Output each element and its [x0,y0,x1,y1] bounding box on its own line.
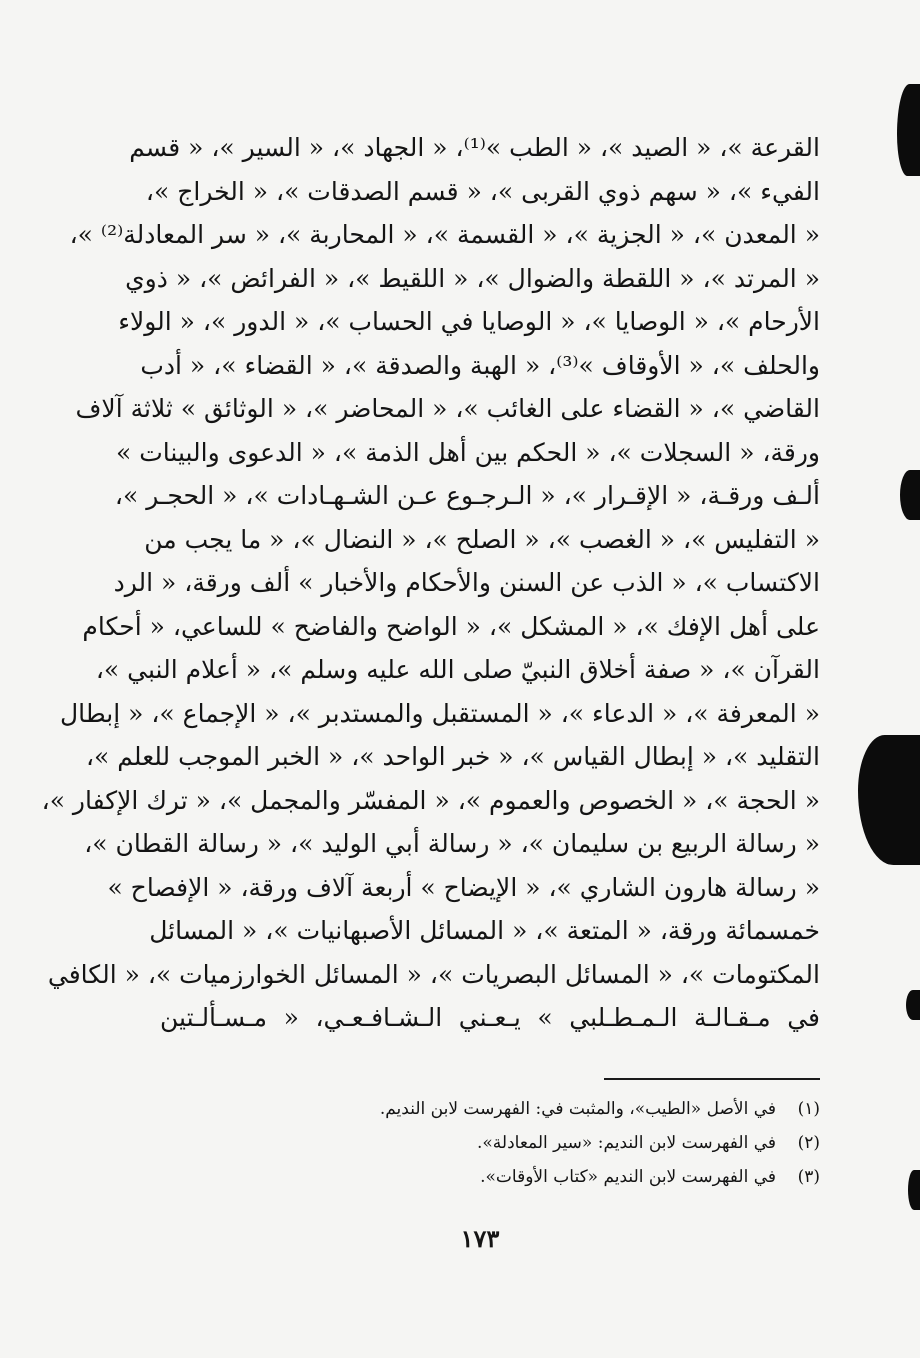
footnote-text: في الفهرست لابن النديم: «سير المعادلة». [476,1133,776,1153]
text-line: القرعة »، « الصيد »، « الطب »⁽¹⁾، « الجهاد »، « السير »، « قسم [129,133,820,162]
text-line: « المرتد »، « اللقطة والضوال »، « اللقيط »، « الفرائض »، « ذوي [125,263,820,293]
text-line: ورقة، « السجلات »، « الحكم بين أهل الذمة »، « الدعوى والبينات » [116,437,820,467]
footnotes [300,1092,820,1194]
footnote-separator [604,1078,820,1080]
text-line: الفيء »، « سهم ذوي القربى »، « قسم الصدقات »، « الخراج »، [145,176,820,206]
text-line: ألـف ورقـة، « الإقـرار »، « الـرجـوع عـن الشـهـادات »، « الحجـر »، [114,481,820,510]
footnote [300,1092,820,1126]
text-line: الاكتساب »، « الذب عن السنن والأحكام والأخبار » ألف ورقة، « الرد [113,568,820,597]
text-line: خمسمائة ورقة، « المتعة »، « المسائل الأصبهانيات »، « المسائل [149,916,820,945]
torn-edge-mark [858,735,920,865]
footnote [300,1160,820,1194]
text-line: « الحجة »، « الخصوص والعموم »، « المفسّر والمجمل »، « ترك الإكفار »، [41,785,820,815]
text-line: « التفليس »، « الغصب »، « الصلح »، « النضال »، « ما يجب من [144,524,820,554]
text-line: « رسالة هارون الشاري »، « الإيضاح » أربعة آلاف ورقة، « الإفصاح » [107,872,820,902]
main-text [41,126,820,1040]
torn-edge-mark [908,1170,920,1210]
text-line: والحلف »، « الأوقاف »⁽³⁾، « الهبة والصدقة »، « القضاء »، « أدب [140,350,820,380]
text-line: « المعدن »، « الجزية »، « القسمة »، « المحاربة »، « سر المعادلة⁽²⁾ »، [69,220,820,249]
text-line: على أهل الإفك »، « المشكل »، « الواضح والفاضح » للساعي، « أحكام [82,611,820,641]
footnote-number: (١) [797,1099,820,1119]
footnote-number: (٢) [797,1133,820,1153]
text-line: الأرحام »، « الوصايا »، « الوصايا في الحساب »، « الدور »، « الولاء [118,307,820,336]
text-line: القرآن »، « صفة أخلاق النبيّ صلى الله عليه وسلم »، « أعلام النبي »، [95,655,820,684]
torn-edge-mark [900,470,920,520]
text-line: « المعرفة »، « الدعاء »، « المستقبل والمستدبر »، « الإجماع »، « إبطال [59,698,820,728]
text-line: القاضي »، « القضاء على الغائب »، « المحاضر »، « الوثائق » ثلاثة آلاف [75,394,820,423]
footnote-text: في الأصل «الطيب»، والمثبت في: الفهرست لابن النديم. [379,1099,776,1119]
text-line: المكتومات »، « المسائل البصريات »، « المسائل الخوارزميات »، « الكافي [47,959,820,989]
page-number: ١٧٣ [460,1224,500,1253]
text-line: في مـقـالـة الـمـطـلبي » يـعـني الـشـافـعـي، « مـسـألـتين [160,1003,820,1032]
footnote-text: في الفهرست لابن النديم «كتاب الأوقات». [480,1167,776,1187]
footnote-number: (٣) [797,1167,820,1187]
torn-edge-mark [906,990,920,1020]
text-line: التقليد »، « إبطال القياس »، « خبر الواحد »، « الخبر الموجب للعلم »، [85,742,820,771]
torn-edge-mark [897,84,920,176]
footnote [300,1126,820,1160]
text-line: « رسالة الربيع بن سليمان »، « رسالة أبي الوليد »، « رسالة القطان »، [84,829,820,858]
